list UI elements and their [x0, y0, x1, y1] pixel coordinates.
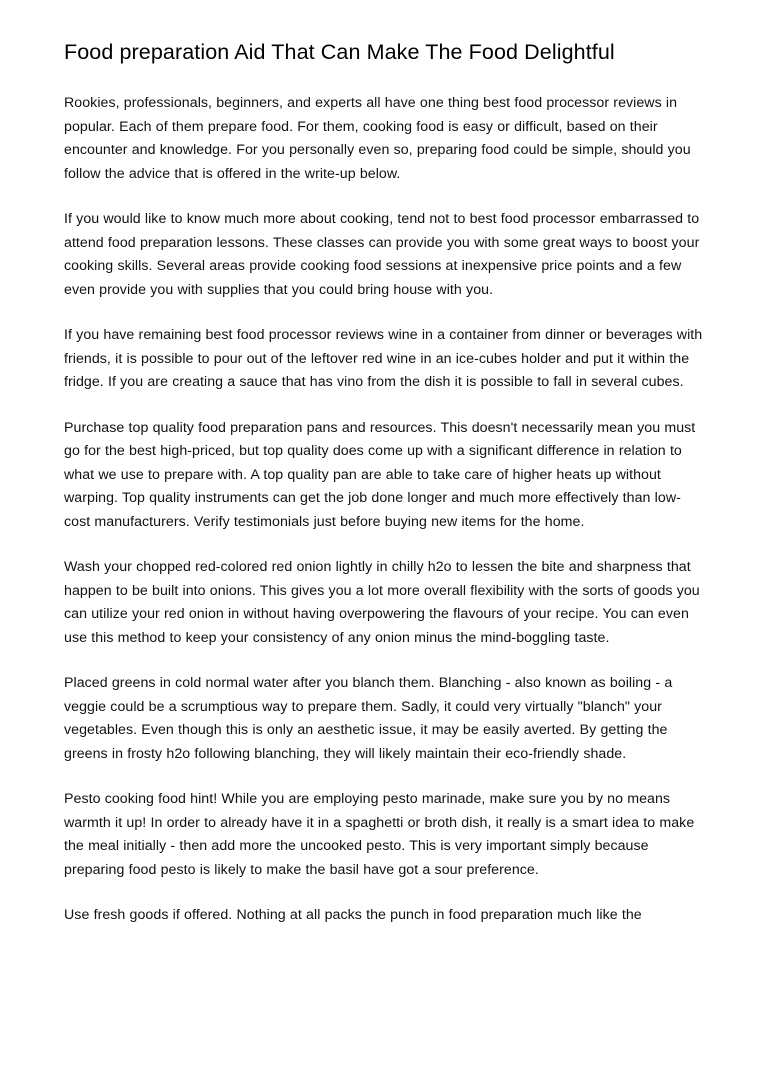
paragraph: If you would like to know much more about cooking, tend not to best food processor embarrassed to attend food preparation lessons. These classes can provide you with some great ways to boost your cooking skills. Several areas provide cooking food sessions at inexpensive price points and a few even provide you with supplies that you could bring house with you. [64, 211, 700, 298]
paragraph: If you have remaining best food processor reviews wine in a container from dinner or beverages with friends, it is possible to pour out of the leftover red wine in an ice-cubes holder and put it within the fridge. If you are creating a sauce that has vino from the dish it is possible to fall in several cubes. [64, 327, 703, 390]
paragraph: Placed greens in cold normal water after you blanch them. Blanching - also known as boiling - a veggie could be a scrumptious way to prepare them. Sadly, it could very virtually "blanch" your vegetables. Even though this is only an aesthetic issue, it may be easily averted. By getting the greens in frosty h2o following blanching, they will likely maintain their eco-friendly shade. [64, 675, 673, 762]
paragraph: Pesto cooking food hint! While you are employing pesto marinade, make sure you by no means warmth it up! In order to already have it in a spaghetti or broth dish, it really is a smart idea to make the meal initially - then add more the uncooked pesto. This is very important simply because preparing food pesto is likely to make the basil have got a sour preference. [64, 791, 695, 878]
paragraph: Purchase top quality food preparation pans and resources. This doesn't necessarily mean you must go for the best high-priced, but top quality does come up with a significant difference in relation to what we use to prepare with. A top quality pan are able to take care of higher heats up without warping. Top quality instruments can get the job done longer and much more effectively than low-cost manufacturers. Verify testimonials just before buying new items for the home. [64, 419, 696, 530]
document-body [64, 92, 704, 928]
page-title: Food preparation Aid That Can Make The Food Delightful [64, 40, 615, 64]
paragraph: Wash your chopped red-colored red onion lightly in chilly h2o to lessen the bite and sharpness that happen to be built into onions. This gives you a lot more overall flexibility with the sorts of goods you can utilize your red onion in without having overpowering the flavours of your recipe. You can even use this method to keep your consistency of any onion minus the mind-boggling taste. [64, 559, 700, 646]
paragraph: Use fresh goods if offered. Nothing at all packs the punch in food preparation much like the [64, 907, 642, 923]
paragraph: Rookies, professionals, beginners, and experts all have one thing best food processor reviews in popular. Each of them prepare food. For them, cooking food is easy or difficult, based on their encounter and knowledge. For you personally even so, preparing food could be simple, should you follow the advice that is offered in the write-up below. [64, 95, 691, 182]
